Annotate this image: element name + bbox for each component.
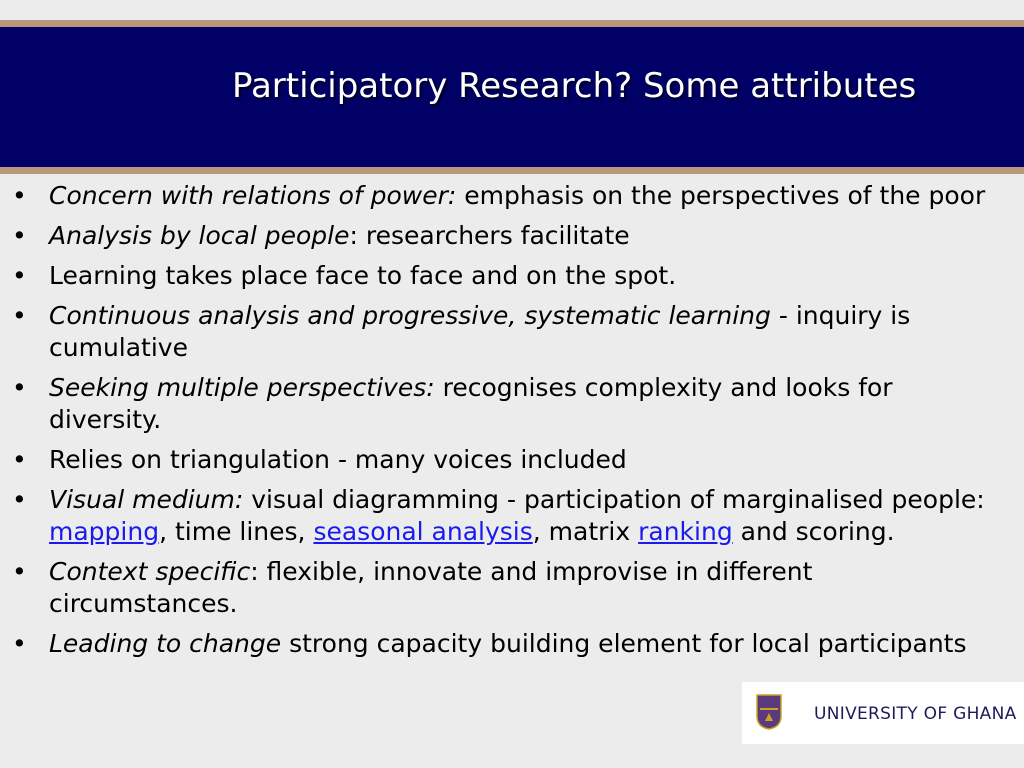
bullet-text: : researchers facilitate	[349, 221, 630, 250]
bullet-item-continuous-analysis	[12, 300, 1002, 364]
bullet-lead: Context specific	[49, 557, 251, 586]
bullet-text: , matrix	[532, 517, 639, 546]
ranking-link[interactable]: ranking	[638, 517, 733, 546]
bullet-list	[12, 180, 1002, 668]
bullet-dot: •	[12, 485, 27, 514]
bullet-text: : flexible, innovate and improvise in different circumstances.	[49, 557, 813, 618]
bullet-item-change	[12, 628, 1002, 660]
mapping-link[interactable]: mapping	[49, 517, 160, 546]
bullet-item-local-analysis	[12, 220, 1002, 252]
bullet-item-context-specific	[12, 556, 1002, 620]
bullet-lead: Leading to change	[49, 629, 282, 658]
bullet-item-perspectives	[12, 372, 1002, 436]
bullet-lead: Concern with relations of power:	[49, 181, 457, 210]
bullet-dot: •	[12, 301, 27, 330]
header-bottom-rule	[0, 167, 1024, 174]
bullet-text: and scoring.	[732, 517, 895, 546]
bullet-text: strong capacity building element for local participants	[281, 629, 967, 658]
bullet-dot: •	[12, 261, 27, 290]
bullet-text: - inquiry is cumulative	[49, 301, 911, 362]
bullet-lead: Continuous analysis and progressive, systematic learning	[49, 301, 771, 330]
bullet-dot: •	[12, 181, 27, 210]
university-logo	[742, 682, 1024, 744]
bullet-text: Relies on triangulation - many voices included	[49, 445, 627, 474]
bullet-text: recognises complexity and looks for diversity.	[49, 373, 893, 434]
seasonal-analysis-link[interactable]: seasonal analysis	[313, 517, 533, 546]
crest-icon	[756, 694, 782, 730]
bullet-text: emphasis on the perspectives of the poor	[456, 181, 986, 210]
bullet-item-visual-medium	[12, 484, 1002, 548]
bullet-item-triangulation	[12, 444, 1002, 476]
bullet-text: , time lines,	[159, 517, 314, 546]
bullet-dot: •	[12, 373, 27, 402]
bullet-dot: •	[12, 557, 27, 586]
bullet-lead: Analysis by local people	[49, 221, 350, 250]
header-top-rule	[0, 20, 1024, 27]
bullet-lead: Seeking multiple perspectives:	[49, 373, 435, 402]
bullet-text: visual diagramming - participation of marginalised people:	[243, 485, 985, 514]
slide-title: Participatory Research? Some attributes	[232, 66, 917, 106]
bullet-dot: •	[12, 221, 27, 250]
logo-text: UNIVERSITY OF GHANA	[814, 704, 1017, 724]
bullet-dot: •	[12, 629, 27, 658]
bullet-text: Learning takes place face to face and on the spot.	[49, 261, 677, 290]
bullet-item-learning	[12, 260, 1002, 292]
bullet-dot: •	[12, 445, 27, 474]
bullet-item-power	[12, 180, 1002, 212]
bullet-lead: Visual medium:	[49, 485, 244, 514]
